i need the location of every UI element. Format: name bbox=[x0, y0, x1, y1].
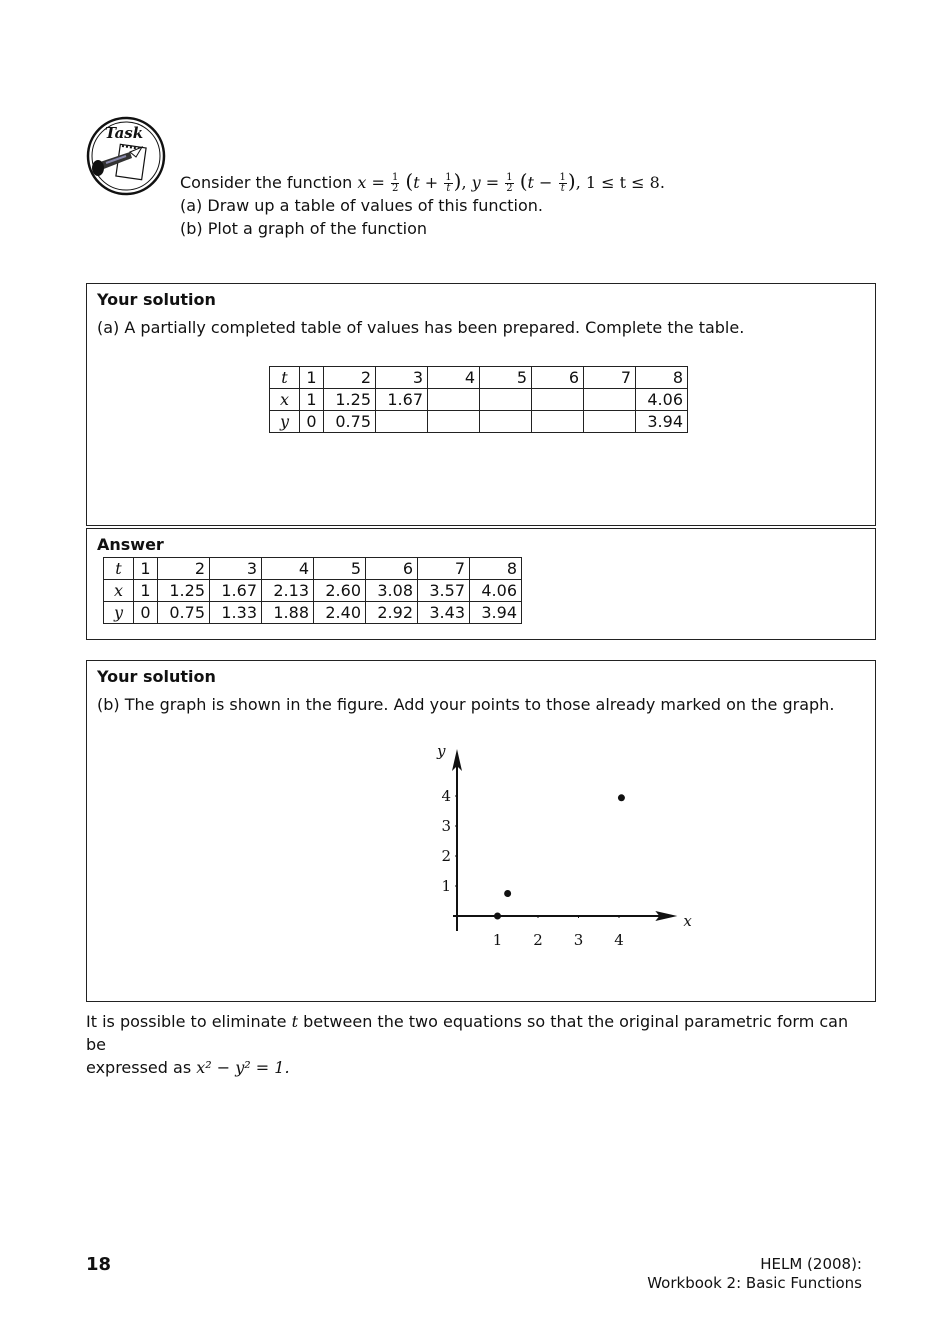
table-cell bbox=[532, 411, 584, 433]
table-cell: 0.75 bbox=[324, 411, 376, 433]
table-cell: 0 bbox=[134, 602, 158, 624]
closing-paragraph bbox=[86, 1010, 866, 1079]
table-cell bbox=[428, 389, 480, 411]
fraction-half: $\frac{1}{2}$ bbox=[506, 172, 513, 194]
row-label-x: x bbox=[270, 389, 300, 411]
task-line-1: Consider the function x = $\frac{1}{2}$ (t + $\frac{1}{t}$ ), y = $\frac{1}{2}$ (t − $\frac{1}{t}$ ), 1 ≤ t ≤ 8. bbox=[180, 169, 665, 194]
table-cell: 2.60 bbox=[314, 580, 366, 602]
x-tick-label: 1 bbox=[492, 931, 503, 949]
table-cell: 1.25 bbox=[158, 580, 210, 602]
table-cell: 5 bbox=[480, 367, 532, 389]
table-cell: 0 bbox=[300, 411, 324, 433]
table-cell: 6 bbox=[366, 558, 418, 580]
row-label-y: y bbox=[270, 411, 300, 433]
y-tick-label: 3 bbox=[441, 817, 451, 835]
data-point bbox=[618, 794, 625, 801]
table-cell: 3.94 bbox=[636, 411, 688, 433]
table-row bbox=[104, 558, 522, 580]
footer-reference bbox=[647, 1255, 862, 1293]
table-cell: 4.06 bbox=[470, 580, 522, 602]
task-badge-label: Task bbox=[104, 124, 144, 142]
parametric-graph bbox=[337, 733, 692, 953]
table-cell: 2 bbox=[158, 558, 210, 580]
solution-box-b bbox=[86, 660, 876, 1002]
table-cell bbox=[584, 389, 636, 411]
table-cell: 2 bbox=[324, 367, 376, 389]
table-cell: 2.13 bbox=[262, 580, 314, 602]
table-cell: 7 bbox=[418, 558, 470, 580]
table-cell: 3.94 bbox=[470, 602, 522, 624]
table-cell: 1.25 bbox=[324, 389, 376, 411]
row-label-t: t bbox=[104, 558, 134, 580]
x-tick-label: 3 bbox=[573, 931, 584, 949]
solution-b-instruction: (b) The graph is shown in the figure. Add your points to those already marked on the graph. bbox=[97, 695, 835, 714]
data-point bbox=[504, 890, 511, 897]
table-cell: 8 bbox=[470, 558, 522, 580]
table-cell: 3 bbox=[376, 367, 428, 389]
row-label-x: x bbox=[104, 580, 134, 602]
table-cell: 8 bbox=[636, 367, 688, 389]
data-point bbox=[494, 913, 501, 920]
y-tick-label: 1 bbox=[441, 877, 451, 895]
footer-line-2: Workbook 2: Basic Functions bbox=[647, 1274, 862, 1292]
solution-a-title: Your solution bbox=[97, 290, 216, 309]
table-cell: 3.43 bbox=[418, 602, 470, 624]
solution-a-instruction: (a) A partially completed table of values has been prepared. Complete the table. bbox=[97, 318, 745, 337]
task-line-3: (b) Plot a graph of the function bbox=[180, 219, 427, 238]
fraction-inverse-t: $\frac{1}{t}$ bbox=[445, 172, 452, 194]
task-statement bbox=[180, 170, 665, 240]
table-cell: 1.67 bbox=[210, 580, 262, 602]
table-row bbox=[270, 389, 688, 411]
table-cell bbox=[584, 411, 636, 433]
y-axis-label: y bbox=[437, 742, 446, 760]
table-cell: 1 bbox=[134, 580, 158, 602]
fraction-inverse-t: $\frac{1}{t}$ bbox=[559, 172, 566, 194]
closing-line-1: It is possible to eliminate t between the two equations so that the original parametric form can be bbox=[86, 1012, 849, 1054]
table-row bbox=[104, 602, 522, 624]
answer-values-table bbox=[103, 557, 522, 624]
table-cell: 4 bbox=[428, 367, 480, 389]
x-axis-label: x bbox=[683, 912, 692, 930]
table-cell: 4 bbox=[262, 558, 314, 580]
closing-line-2: expressed as x² − y² = 1. bbox=[86, 1058, 290, 1077]
table-cell bbox=[480, 411, 532, 433]
table-cell: 2.40 bbox=[314, 602, 366, 624]
table-row bbox=[270, 411, 688, 433]
row-label-t: t bbox=[270, 367, 300, 389]
table-cell: 1.33 bbox=[210, 602, 262, 624]
table-cell: 5 bbox=[314, 558, 366, 580]
table-cell: 1 bbox=[300, 389, 324, 411]
table-cell: 3 bbox=[210, 558, 262, 580]
table-cell: 1.67 bbox=[376, 389, 428, 411]
fraction-half: $\frac{1}{2}$ bbox=[391, 172, 399, 194]
solution-b-title: Your solution bbox=[97, 667, 216, 686]
answer-box bbox=[86, 528, 876, 640]
task-line-2: (a) Draw up a table of values of this function. bbox=[180, 196, 543, 215]
y-tick-label: 4 bbox=[441, 787, 451, 805]
table-row bbox=[104, 580, 522, 602]
table-cell: 3.08 bbox=[366, 580, 418, 602]
footer-line-1: HELM (2008): bbox=[760, 1255, 862, 1273]
table-cell bbox=[428, 411, 480, 433]
solution-box-a bbox=[86, 283, 876, 526]
table-cell: 3.57 bbox=[418, 580, 470, 602]
answer-title: Answer bbox=[97, 535, 164, 554]
row-label-y: y bbox=[104, 602, 134, 624]
x-tick-label: 4 bbox=[614, 931, 624, 949]
partial-values-table bbox=[269, 366, 688, 433]
table-cell bbox=[376, 411, 428, 433]
table-cell: 1 bbox=[300, 367, 324, 389]
table-cell: 7 bbox=[584, 367, 636, 389]
page-number: 18 bbox=[86, 1254, 112, 1275]
table-cell: 1.88 bbox=[262, 602, 314, 624]
table-cell: 6 bbox=[532, 367, 584, 389]
table-cell: 0.75 bbox=[158, 602, 210, 624]
table-cell bbox=[532, 389, 584, 411]
table-cell: 4.06 bbox=[636, 389, 688, 411]
y-tick-label: 2 bbox=[441, 847, 451, 865]
table-cell: 1 bbox=[134, 558, 158, 580]
x-tick-label: 2 bbox=[533, 931, 543, 949]
table-row bbox=[270, 367, 688, 389]
task-badge-icon bbox=[86, 116, 166, 196]
table-cell: 2.92 bbox=[366, 602, 418, 624]
table-cell bbox=[480, 389, 532, 411]
